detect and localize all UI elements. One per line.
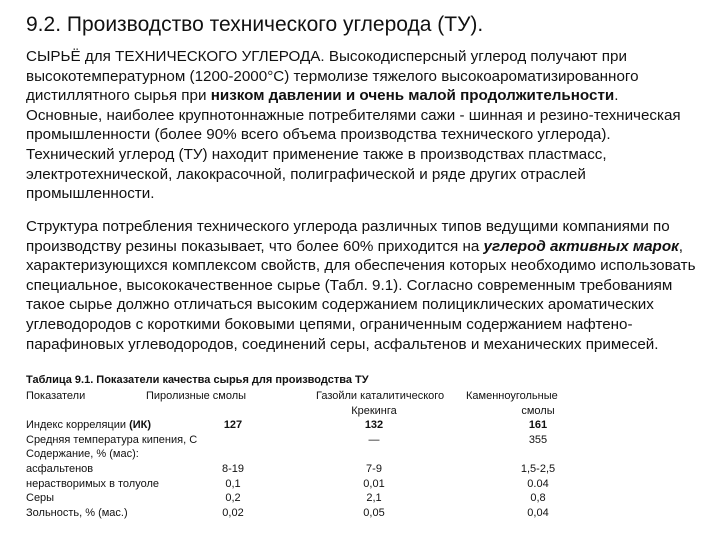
cell-value: 0,2 bbox=[225, 492, 241, 505]
table-row bbox=[26, 462, 698, 477]
para2-text-start: Структура потребления технического углерода различных типов ведущими компаниями по производству резины показывает, что более 60% приходится на bbox=[26, 218, 670, 255]
cell-value: 0,02 bbox=[222, 506, 244, 519]
cell-value: — bbox=[368, 433, 380, 446]
paragraph-consumption bbox=[26, 217, 698, 354]
row-label: Серы bbox=[26, 492, 55, 505]
cell-value: 8-19 bbox=[221, 462, 245, 475]
table-row bbox=[26, 506, 698, 521]
table-row bbox=[26, 418, 698, 433]
cell-value: 7-9 bbox=[366, 462, 382, 475]
table-caption: Таблица 9.1. Показатели качества сырья для производства ТУ bbox=[26, 374, 369, 386]
table-row bbox=[26, 491, 698, 506]
table-row bbox=[26, 477, 698, 492]
cell-value: 0.04 bbox=[527, 477, 549, 490]
row-label: Зольность, % (мас.) bbox=[26, 506, 128, 519]
para2-text-end: , характеризующихся комплексом свойств, для обеспечения которых необходимо использовать специальное, высококачественное сырье (Табл. 9.1). Согласно современным требованиям такое сырье должно отличаться высоким содержанием полициклических ароматических углеводородов с короткими боковыми цепями, ограниченным содержанием нафтено-парафиновых углеводородов, соединений серы, асфальтенов и механических примесей. bbox=[26, 237, 696, 353]
quality-table bbox=[26, 389, 698, 520]
table-header-row bbox=[26, 389, 698, 404]
row-label: нерастворимых в толуоле bbox=[26, 477, 159, 490]
cell-value: 161 bbox=[528, 419, 548, 432]
cell-value: 2,1 bbox=[366, 492, 382, 505]
row-label: Средняя температура кипения, С bbox=[26, 433, 198, 446]
cell-value: 132 bbox=[364, 419, 384, 432]
para1-lead: СЫРЬЁ bbox=[26, 48, 81, 65]
row-label: Содержание, % (мас): bbox=[26, 448, 139, 461]
table-row bbox=[26, 433, 698, 448]
table-header-row-2 bbox=[26, 404, 698, 419]
header-tars: смолы bbox=[521, 404, 555, 417]
row-label: асфальтенов bbox=[26, 462, 94, 475]
cell-value: 355 bbox=[528, 433, 548, 446]
cell-value: 0,8 bbox=[530, 492, 546, 505]
header-cracking: Крекинга bbox=[351, 404, 397, 417]
table-row bbox=[26, 447, 698, 462]
row-label: Индекс корреляции (ИК) bbox=[26, 419, 152, 432]
header-pyrolysis-resins: Пиролизные смолы bbox=[146, 390, 247, 402]
cell-value: 0,1 bbox=[225, 477, 241, 490]
header-parameter: Показатели bbox=[26, 390, 86, 402]
header-coal-tars: Каменноугольные bbox=[466, 390, 558, 402]
paragraph-raw-materials bbox=[26, 47, 698, 204]
para1-emphasis: низком давлении и очень малой продолжительности bbox=[210, 87, 615, 105]
header-catalytic-gasoils: Газойли каталитического bbox=[316, 390, 445, 402]
cell-value: 0,05 bbox=[363, 506, 385, 519]
cell-value: 1,5-2,5 bbox=[520, 462, 556, 475]
para1-text-start: для ТЕХНИЧЕСКОГО УГЛЕРОДА. Высокодисперсный углерод получают при высокотемпературном (1200-2000°С) термолизе тяжелого высокоароматизированного дистиллятного сырья при bbox=[26, 48, 639, 105]
para1-text-end: . Основные, наиболее крупнотоннажные потребителями сажи - шинная и резино-техническая промышленности (более 90% всего объема производства технического углерода). Технический углерод (ТУ) находит применение также в производствах пластмасс, электротехнической, лакокрасочной, полиграфической и ряде других отраслей промышленности. bbox=[26, 87, 681, 203]
cell-value: 0,01 bbox=[363, 477, 385, 490]
cell-value: 0,04 bbox=[527, 506, 549, 519]
cell-value: 127 bbox=[223, 419, 243, 432]
para2-emphasis: углерод активных марок bbox=[483, 237, 679, 255]
page-title: 9.2. Производство технического углерода (ТУ). bbox=[26, 13, 484, 36]
